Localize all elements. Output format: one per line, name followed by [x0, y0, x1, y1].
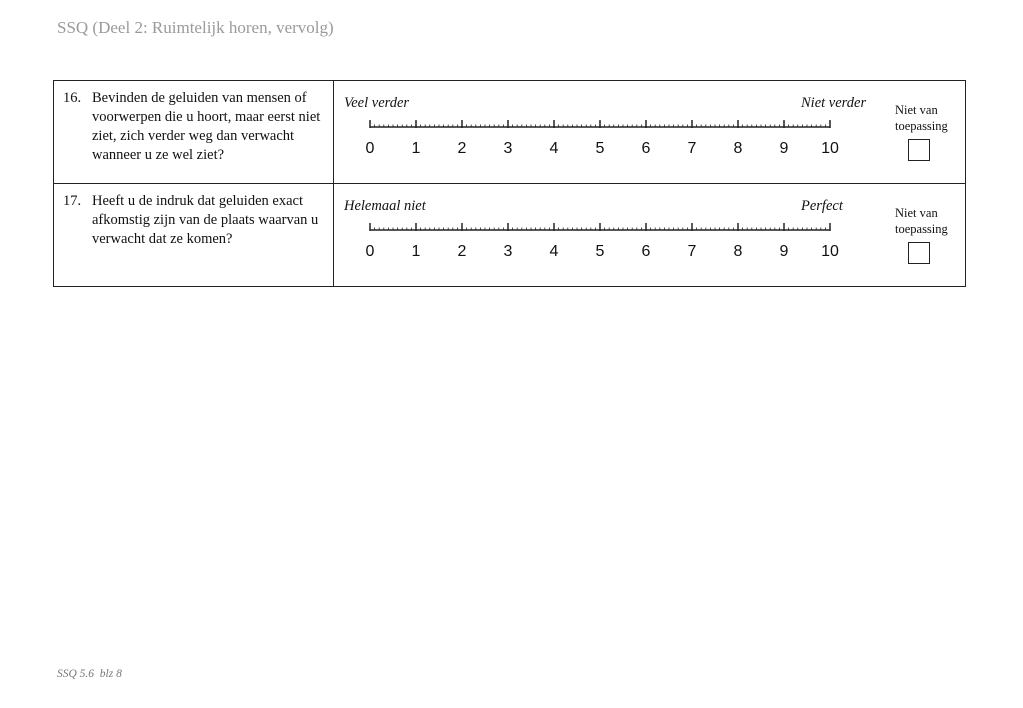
scale-label: 1 — [411, 243, 421, 260]
scale-label: 3 — [503, 243, 513, 260]
scale-label: 3 — [503, 140, 513, 157]
scale-label: 10 — [821, 140, 839, 157]
not-applicable-checkbox[interactable] — [908, 139, 930, 161]
question-cell — [54, 81, 334, 184]
scale-anchor-left: Veel verder — [344, 95, 410, 111]
question-text: Bevinden de geluiden van mensen of voorwerpen die u hoort, maar eerst niet ziet, zich verder weg dan verwacht wanneer u ze wel ziet? — [92, 90, 321, 163]
scale-label: 6 — [641, 243, 651, 260]
scale-anchor-right: Niet verder — [801, 95, 867, 111]
scale-label: 5 — [595, 140, 605, 157]
not-applicable-label: Niet van toepassing — [895, 103, 948, 133]
question-row — [54, 184, 966, 287]
question-cell — [54, 184, 334, 287]
scale-label: 6 — [641, 140, 651, 157]
scale-label: 7 — [687, 243, 697, 260]
rating-scale-cell — [334, 81, 966, 184]
question-row — [54, 81, 966, 184]
scale-label: 2 — [457, 140, 467, 157]
scale-label: 0 — [365, 140, 375, 157]
scale-label: 8 — [733, 243, 743, 260]
rating-scale-cell — [334, 184, 966, 287]
question-table — [53, 80, 966, 287]
scale-anchor-right: Perfect — [801, 198, 843, 214]
scale-label: 7 — [687, 140, 697, 157]
scale-label: 10 — [821, 243, 839, 260]
page-footer: SSQ 5.6 blz 8 — [57, 668, 122, 680]
not-applicable-label: Niet van toepassing — [895, 206, 948, 236]
page-title: SSQ (Deel 2: Ruimtelijk horen, vervolg) — [57, 18, 334, 37]
scale-label: 2 — [457, 243, 467, 260]
question-number: 17. — [63, 193, 82, 209]
rating-scale[interactable] — [334, 81, 874, 171]
scale-anchor-left: Helemaal niet — [344, 198, 426, 214]
not-applicable-checkbox[interactable] — [908, 242, 930, 264]
scale-label: 1 — [411, 140, 421, 157]
scale-label: 9 — [779, 243, 789, 260]
scale-label: 5 — [595, 243, 605, 260]
scale-label: 8 — [733, 140, 743, 157]
scale-label: 4 — [549, 140, 559, 157]
scale-label: 4 — [549, 243, 559, 260]
question-text: Heeft u de indruk dat geluiden exact afkomstig zijn van de plaats waarvan u verwacht dat ze komen? — [92, 193, 319, 247]
scale-label: 9 — [779, 140, 789, 157]
question-number: 16. — [63, 90, 82, 106]
scale-label: 0 — [365, 243, 375, 260]
